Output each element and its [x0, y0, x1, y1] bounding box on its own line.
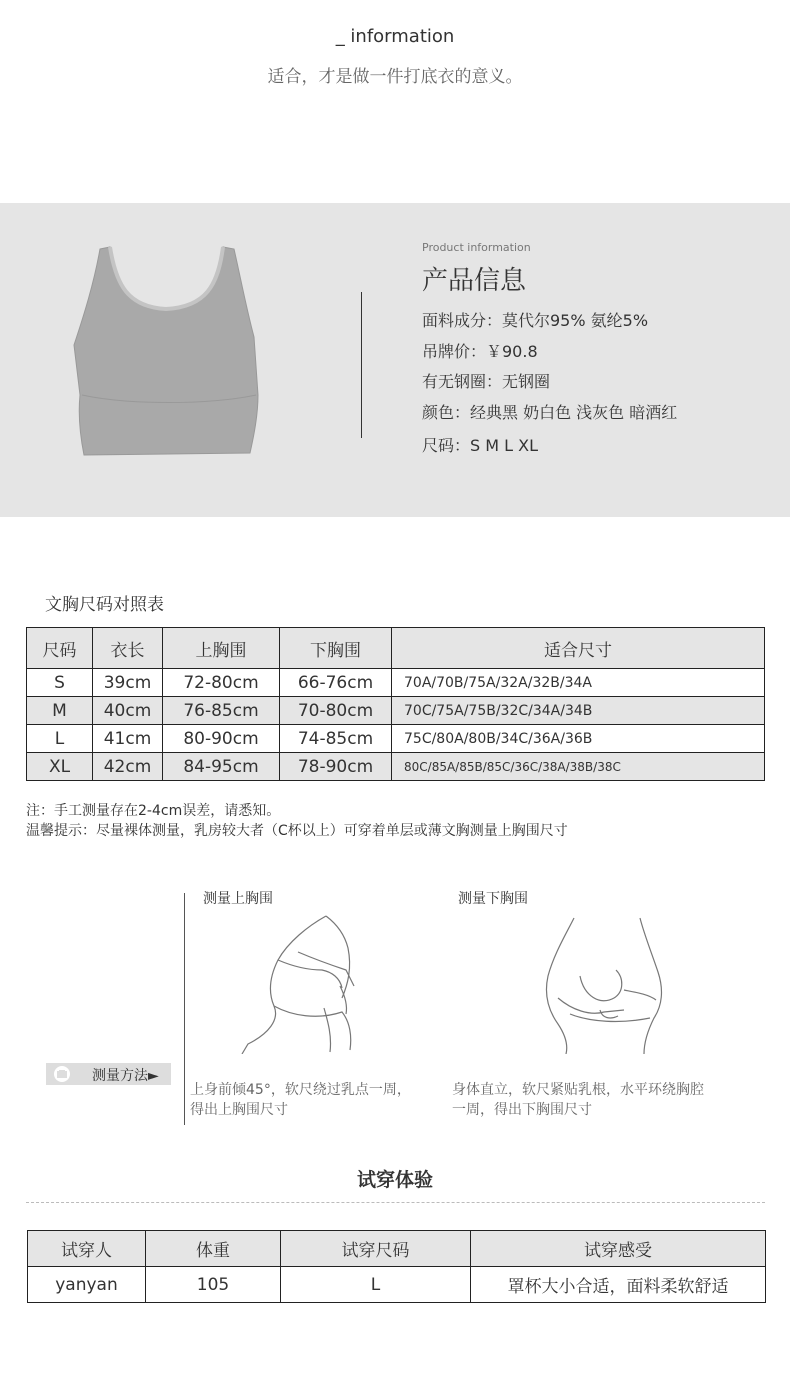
table-row [27, 669, 765, 697]
product-underwire: 有无钢圈：无钢圈 [422, 372, 551, 391]
table-cell: 42cm [93, 753, 163, 781]
note-tip: 温馨提示：尽量裸体测量，乳房较大者（C杯以上）可穿着单层或薄文胸测量上胸围尺寸 [26, 823, 568, 839]
table-cell: 74-85cm [280, 725, 392, 753]
table-cell: 39cm [93, 669, 163, 697]
header-cell: 衣长 [93, 628, 163, 669]
table-cell: 105 [146, 1267, 281, 1303]
table-cell: 80C/85A/85B/85C/36C/38A/38B/38C [392, 753, 765, 781]
header-cell: 体重 [146, 1231, 281, 1267]
product-title: 产品信息 [422, 266, 527, 296]
divider-line [361, 292, 362, 438]
table-cell: L [281, 1267, 471, 1303]
header-subtitle: 适合，才是做一件打底衣的意义。 [267, 67, 523, 87]
measure-upper-desc1: 上身前倾45°，软尺绕过乳点一周， [190, 1082, 411, 1098]
table-cell: 78-90cm [280, 753, 392, 781]
ruler-icon [54, 1066, 70, 1082]
lower-bust-figure-icon [540, 914, 670, 1054]
measure-lower-desc2: 一周，得出下胸围尺寸 [452, 1102, 592, 1118]
product-fabric: 面料成分：莫代尔95% 氨纶5% [422, 311, 649, 330]
table-cell: L [27, 725, 93, 753]
try-on-table [27, 1230, 766, 1303]
table-cell: 72-80cm [163, 669, 280, 697]
product-colors: 颜色：经典黑 奶白色 浅灰色 暗酒红 [422, 403, 678, 422]
measure-method-button[interactable] [46, 1063, 171, 1085]
header-cell: 试穿人 [28, 1231, 146, 1267]
table-cell: XL [27, 753, 93, 781]
table-cell: M [27, 697, 93, 725]
table-row [28, 1267, 766, 1303]
measure-upper-label: 测量上胸围 [203, 891, 273, 907]
table-row [27, 697, 765, 725]
table-cell: 70C/75A/75B/32C/34A/34B [392, 697, 765, 725]
table-cell: S [27, 669, 93, 697]
header-cell: 尺码 [27, 628, 93, 669]
size-table-title: 文胸尺码对照表 [45, 595, 164, 615]
table-cell: 76-85cm [163, 697, 280, 725]
measure-method-label: 测量方法► [92, 1068, 159, 1084]
measure-divider [184, 893, 185, 1125]
size-table [26, 627, 765, 781]
table-cell: 80-90cm [163, 725, 280, 753]
try-on-header [28, 1231, 766, 1267]
header-cell: 适合尺寸 [392, 628, 765, 669]
table-cell: 84-95cm [163, 753, 280, 781]
measure-lower-desc1: 身体直立，软尺紧贴乳根，水平环绕胸腔 [452, 1082, 704, 1098]
size-table-header [27, 628, 765, 669]
header-title-en: _ information [335, 26, 455, 47]
product-sizes: 尺码：S M L XL [422, 436, 539, 455]
product-info-band [0, 203, 790, 517]
upper-bust-figure-icon [238, 912, 368, 1054]
measure-upper-desc2: 得出上胸围尺寸 [190, 1102, 288, 1118]
table-cell: 75C/80A/80B/34C/36A/36B [392, 725, 765, 753]
product-price: 吊牌价：￥90.8 [422, 342, 538, 361]
table-row [27, 725, 765, 753]
table-cell: 66-76cm [280, 669, 392, 697]
table-row [27, 753, 765, 781]
table-cell: 罩杯大小合适，面料柔软舒适 [471, 1267, 766, 1303]
header-cell: 下胸围 [280, 628, 392, 669]
header-cell: 试穿感受 [471, 1231, 766, 1267]
table-cell: 41cm [93, 725, 163, 753]
note-error: 注：手工测量存在2-4cm误差，请悉知。 [26, 803, 281, 819]
header-cell: 试穿尺码 [281, 1231, 471, 1267]
tank-top-image [68, 245, 268, 458]
table-cell: 70-80cm [280, 697, 392, 725]
header-cell: 上胸围 [163, 628, 280, 669]
table-cell: yanyan [28, 1267, 146, 1303]
product-label-en: Product information [422, 241, 531, 254]
table-cell: 70A/70B/75A/32A/32B/34A [392, 669, 765, 697]
table-cell: 40cm [93, 697, 163, 725]
try-on-title: 试穿体验 [356, 1169, 433, 1191]
dashed-divider [26, 1202, 765, 1203]
measure-lower-label: 测量下胸围 [458, 891, 528, 907]
